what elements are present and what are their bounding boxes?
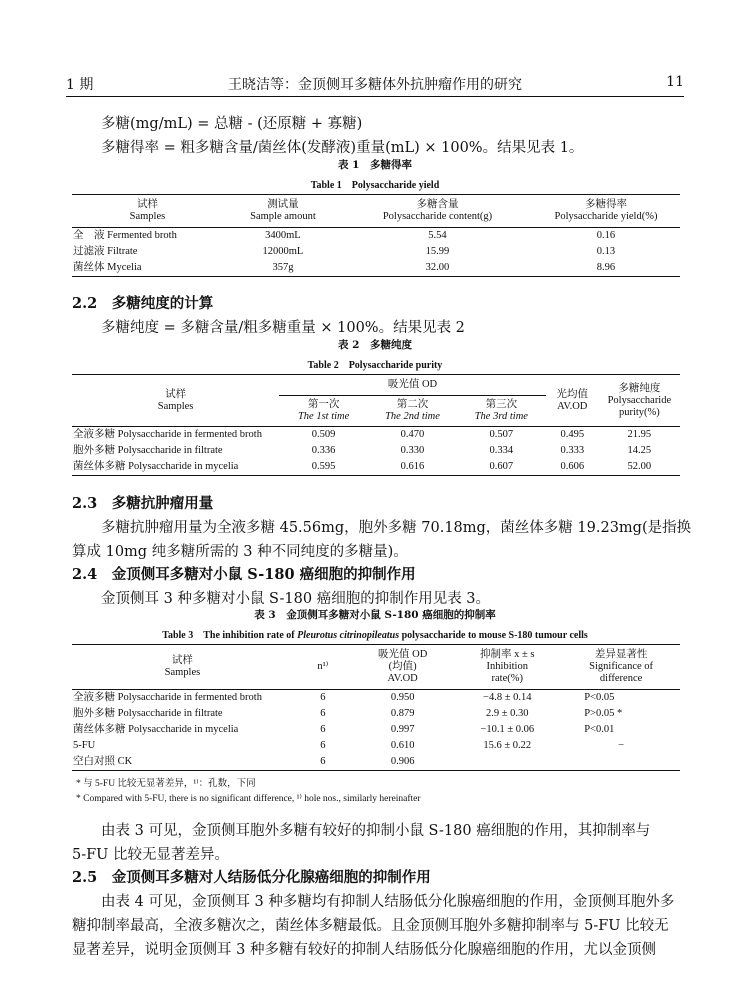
- table3-footnote-en: * Compared with 5-FU, there is no significant difference, ¹⁾ hole nos., similarly hereinafter: [76, 794, 421, 804]
- table-cell: [562, 754, 680, 771]
- table-cell: 0.997: [390, 724, 415, 735]
- table-cell: 0.879: [390, 708, 415, 719]
- table-cell: 菌丝体 Mycelia: [72, 260, 223, 277]
- section-2-3-text-1: 多糖抗肿瘤用量为全液多糖 45.56mg，胞外多糖 70.18mg，菌丝体多糖 19.23mg(是指换: [101, 520, 692, 536]
- table-cell: 3400mL: [265, 230, 301, 241]
- page-number: 11: [666, 74, 684, 90]
- table-cell: 32.00: [343, 260, 532, 277]
- table-cell: 菌丝体多糖 Polysaccharide in mycelia: [73, 724, 239, 735]
- table2-header-cell: 吸光值 OD: [279, 375, 546, 396]
- table-cell: P>0.05 *: [584, 708, 623, 719]
- table-cell: 8.96: [532, 260, 680, 277]
- table3-caption-en: Table 3 The inhibition rate of Pleurotus citrinopileatus polysaccharide to mouse S-180 tumour cells: [162, 630, 588, 641]
- table-row: [72, 244, 680, 260]
- table2-header-cell: 第二次 The 2nd time: [368, 396, 457, 427]
- section-2-3-heading: 2.3 多糖抗肿瘤用量: [72, 495, 214, 512]
- table2-caption-cn: 表 2 多糖纯度: [338, 339, 412, 351]
- table2-caption-en: Table 2 Polysaccharide purity: [307, 360, 443, 371]
- section-2-5-heading: 2.5 金顶侧耳多糖对人结肠低分化腺癌细胞的抑制作用: [72, 869, 431, 886]
- table-cell: 6: [293, 754, 353, 771]
- table1-header-cell: 多糖含量 Polysaccharide content(g): [343, 195, 532, 228]
- table-cell: 0.507: [489, 429, 514, 440]
- table-cell: 6: [320, 724, 326, 735]
- table-cell: 0.509: [311, 429, 336, 440]
- table1-header-cell: 测试量 Sample amount: [223, 195, 343, 228]
- table-cell: 0.610: [390, 740, 415, 751]
- table-cell: 0.606: [546, 459, 599, 476]
- table-cell: 0.495: [560, 429, 585, 440]
- table1-caption-cn: 表 1 多糖得率: [338, 159, 412, 171]
- table-cell: 5-FU: [73, 740, 96, 751]
- table-cell: −: [618, 740, 625, 751]
- table-cell: 过滤液 Filtrate: [73, 246, 138, 257]
- table-row: [72, 722, 680, 738]
- table-row: [72, 228, 680, 245]
- table3-header-cell: 吸光值 OD (均值) AV.OD: [353, 645, 452, 690]
- table3: [72, 644, 680, 771]
- paragraph-table3-text-1: 由表 3 可见，金顶侧耳胞外多糖有较好的抑制小鼠 S-180 癌细胞的作用，其抑制率与: [101, 823, 651, 839]
- table-row: [72, 738, 680, 754]
- paragraph-table3-text-2: 5-FU 比较无显著差异。: [72, 847, 230, 863]
- section-2-5-text-3: 显著差异，说明金顶侧耳 3 种多糖有较好的抑制人结肠低分化腺癌细胞的作用，尤以金顶侧: [72, 942, 656, 958]
- table-cell: 0.334: [489, 445, 514, 456]
- table-cell: 6: [320, 692, 326, 703]
- table-cell: 357g: [223, 260, 343, 277]
- section-2-5-text-1: 由表 4 可见，金顶侧耳 3 种多糖均有抑制人结肠低分化腺癌细胞的作用，金顶侧耳胞外多: [101, 894, 675, 910]
- section-2-4-heading: 2.4 金顶侧耳多糖对小鼠 S-180 癌细胞的抑制作用: [72, 566, 416, 583]
- table-cell: 0.906: [353, 754, 452, 771]
- table-cell: 6: [320, 708, 326, 719]
- table1-header-cell: 多糖得率 Polysaccharide yield(%): [532, 195, 680, 228]
- table1-header-row: [72, 195, 680, 228]
- table-cell: 菌丝体多糖 Polysaccharide in mycelia: [72, 459, 279, 476]
- table1: [72, 194, 680, 277]
- table-cell: 0.607: [457, 459, 546, 476]
- table-cell: 全液多糖 Polysaccharide in fermented broth: [73, 692, 262, 703]
- table-row: [72, 754, 680, 771]
- table-cell: 0.470: [400, 429, 425, 440]
- table-row: [72, 459, 680, 476]
- running-header: [66, 74, 684, 97]
- table-cell: 12000mL: [262, 246, 304, 257]
- table-cell: 胞外多糖 Polysaccharide in filtrate: [73, 445, 223, 456]
- table-cell: 14.25: [627, 445, 652, 456]
- table2-header-cell: 第一次 The 1st time: [279, 396, 368, 427]
- table-cell: 0.333: [560, 445, 585, 456]
- table-cell: 0.336: [311, 445, 336, 456]
- issue-number: 1 期: [66, 77, 94, 93]
- formula-yield: 多糖得率 = 粗多糖含量/菌丝体(发酵液)重量(mL) × 100%。结果见表 1。: [101, 140, 584, 156]
- table-cell: 15.6 ± 0.22: [483, 740, 532, 751]
- table-cell: 全 液 Fermented broth: [73, 230, 177, 241]
- section-2-3-text-2: 算成 10mg 纯多糖所需的 3 种不同纯度的多糖量)。: [72, 544, 408, 560]
- table-cell: 空白对照 CK: [72, 754, 293, 771]
- table-cell: 6: [320, 740, 326, 751]
- table2-header-cell: 第三次 The 3rd time: [457, 396, 546, 427]
- table-cell: 全液多糖 Polysaccharide in fermented broth: [73, 429, 262, 440]
- table3-header-row: [72, 645, 680, 690]
- table-row: [72, 427, 680, 444]
- table-cell: 0.595: [279, 459, 368, 476]
- table2-header-cell: 试样 Samples: [72, 375, 279, 427]
- table3-header-cell: 抑制率 x ± s Inhibition rate(%): [452, 645, 562, 690]
- table-cell: 5.54: [428, 230, 447, 241]
- table3-header-cell: 试样 Samples: [72, 645, 293, 690]
- table-cell: 0.16: [596, 230, 616, 241]
- table-cell: 15.99: [425, 246, 450, 257]
- table2-header-cell: 多糖纯度 Polysaccharide purity(%): [599, 375, 680, 427]
- table-row: [72, 706, 680, 722]
- running-title: 王晓洁等：金顶侧耳多糖体外抗肿瘤作用的研究: [228, 77, 522, 93]
- table3-header-cell: 差异显著性 Significance of difference: [562, 645, 680, 690]
- table-cell: −4.8 ± 0.14: [483, 692, 532, 703]
- table-cell: 21.95: [627, 429, 652, 440]
- table3-header-cell: n¹⁾: [293, 645, 353, 690]
- table3-footnote-cn: * 与 5-FU 比较无显著差异，¹⁾：孔数，下同: [76, 779, 256, 789]
- section-2-5-text-2: 糖抑制率最高，全液多糖次之，菌丝体多糖最低。且金顶侧耳胞外多糖抑制率与 5-FU 比较无: [72, 918, 669, 934]
- table-cell: 0.616: [368, 459, 457, 476]
- table-cell: −10.1 ± 0.06: [480, 724, 535, 735]
- table-cell: 2.9 ± 0.30: [486, 708, 529, 719]
- table-cell: 52.00: [599, 459, 680, 476]
- section-2-4-text: 金顶侧耳 3 种多糖对小鼠 S-180 癌细胞的抑制作用见表 3。: [101, 591, 491, 607]
- table-cell: P<0.01: [584, 724, 615, 735]
- table-cell: 胞外多糖 Polysaccharide in filtrate: [73, 708, 223, 719]
- table-cell: 0.13: [596, 246, 616, 257]
- table1-caption-en: Table 1 Polysaccharide yield: [310, 180, 440, 191]
- table-cell: 0.950: [390, 692, 415, 703]
- table-cell: [452, 754, 562, 771]
- table-cell: 0.330: [400, 445, 425, 456]
- formula-polysaccharide: 多糖(mg/mL) = 总糖 - (还原糖 + 寡糖): [101, 116, 363, 132]
- table-row: [72, 443, 680, 459]
- table1-header-cell: 试样 Samples: [72, 195, 223, 228]
- table-row: [72, 260, 680, 277]
- table2: [72, 374, 680, 476]
- table-cell: P<0.05: [584, 692, 615, 703]
- formula-purity: 多糖纯度 = 多糖含量/粗多糖重量 × 100%。结果见表 2: [101, 320, 465, 336]
- table3-caption-cn: 表 3 金顶侧耳多糖对小鼠 S-180 癌细胞的抑制率: [254, 609, 496, 621]
- table-row: [72, 690, 680, 707]
- table2-header-cell: 光均值 AV.OD: [546, 375, 599, 427]
- table2-header-row-1: [72, 375, 680, 396]
- section-2-2-heading: 2.2 多糖纯度的计算: [72, 295, 214, 312]
